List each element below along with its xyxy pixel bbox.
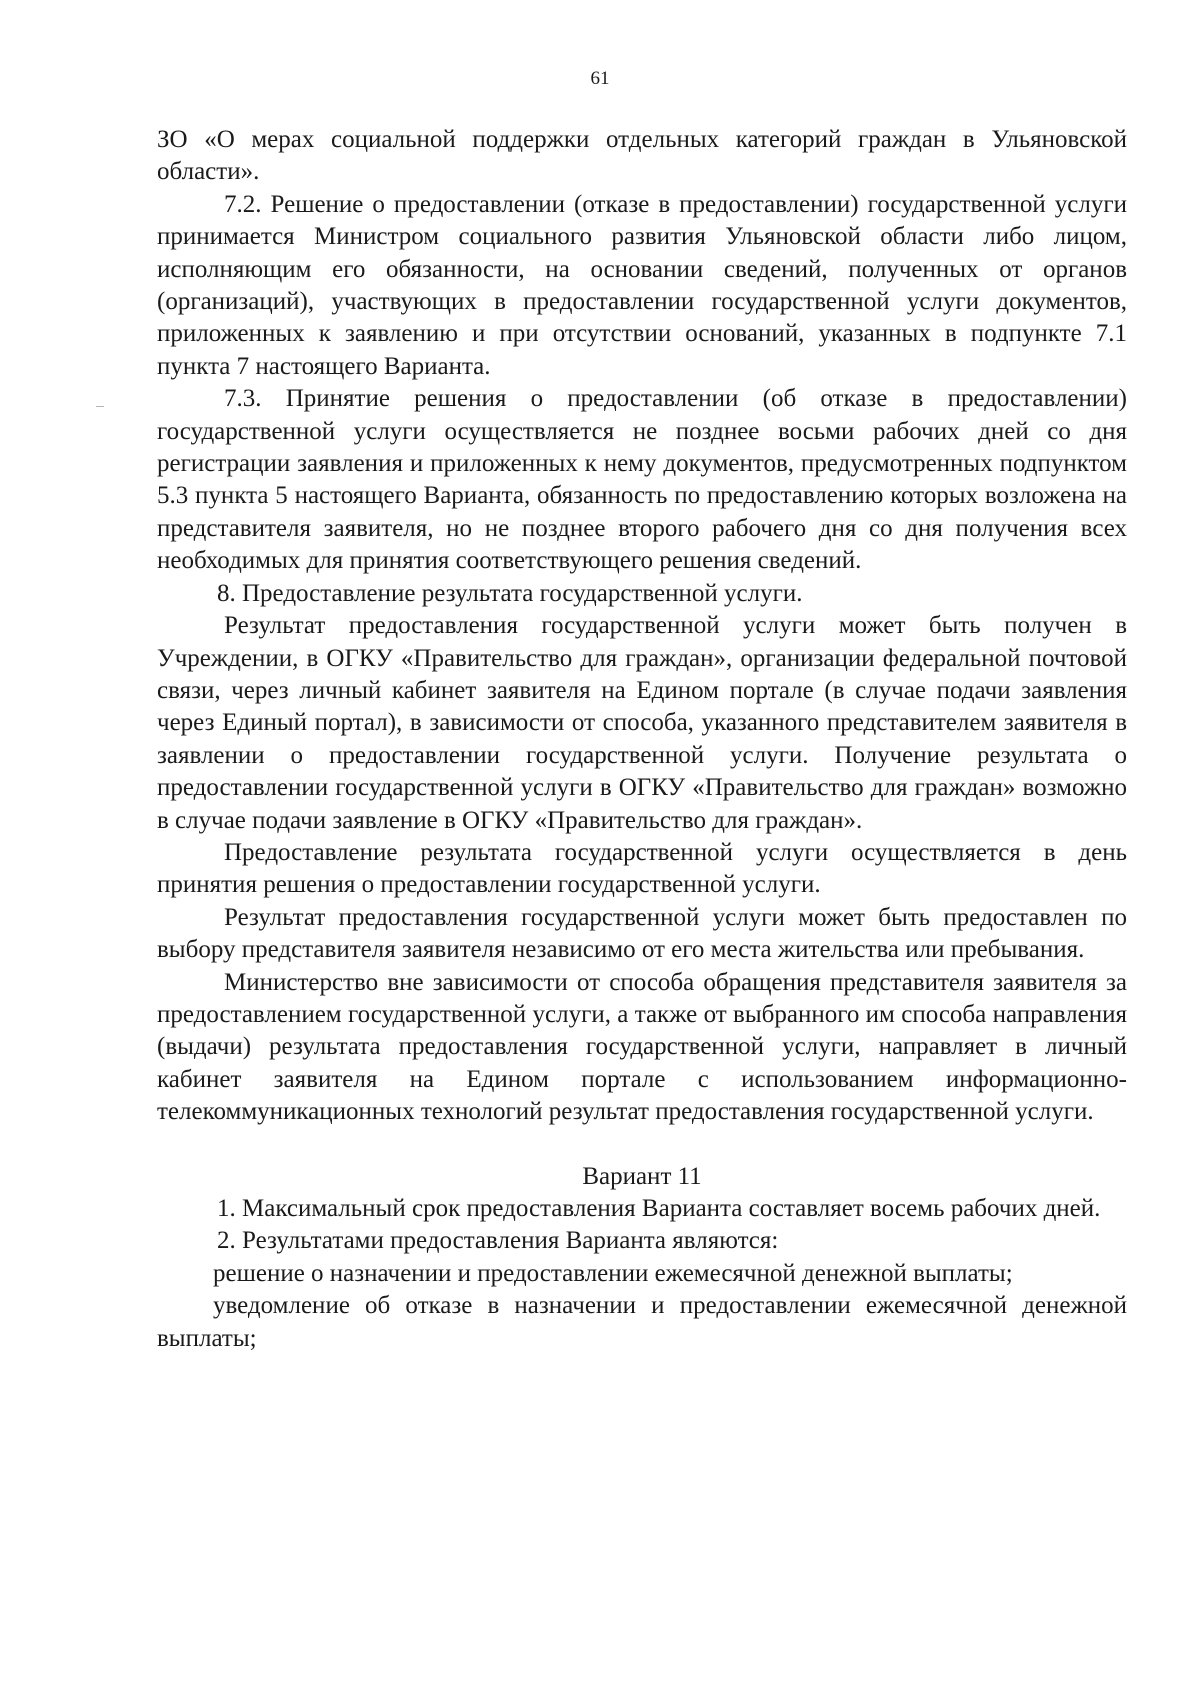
paragraph-ministry-portal: Министерство вне зависимости от способа обращения представителя заявителя за предоставлением государственной услуги, а также от выбранного им способа направления (выдачи) результата предоставления государственной услуги, направляет в личный кабинет заявителя на Едином портале с использованием информационно-телекоммуникационных технологий результат предоставления государственной услуги. <box>157 968 1127 1126</box>
paragraph-7-3: 7.3. Принятие решения о предоставлении (об отказе в предоставлении) государственной услуги осуществляется не позднее восьми рабочих дней со дня регистрации заявления и приложенных к нему документов, предусмотренных подпунктом 5.3 пункта 5 настоящего Варианта, обязанность по предоставлению которых возложена на представителя заявителя, но не позднее второго рабочего дня со дня получения всех необходимых для принятия соответствующего решения сведений. <box>157 385 1127 575</box>
paragraph-result-choice: Результат предоставления государственной услуги может быть предоставлен по выбору представителя заявителя независимо от его места жительства или пребывания. <box>157 903 1127 964</box>
variant-result-decision: решение о назначении и предоставлении ежемесячной денежной выплаты; <box>213 1259 1013 1287</box>
paragraph-law-reference: ЗО «О мерах социальной поддержки отдельных категорий граждан в Ульяновской области». <box>157 126 1127 186</box>
paragraph-result-channels: Результат предоставления государственной услуги может быть получен в Учреждении, в ОГКУ «Правительство для граждан», организации федеральной почтовой связи, через личный кабинет заявителя на Едином портале (в случае подачи заявления через Единый портал), в зависимости от способа, указанного представителем заявителя в заявлении о предоставлении государственной услуги. Получение результата о предоставлении государственной услуги в ОГКУ «Правительство для граждан» возможно в случае подачи заявление в ОГКУ «Правительство для граждан». <box>157 612 1127 834</box>
paragraph-7-2: 7.2. Решение о предоставлении (отказе в предоставлении) государственной услуги принимается Министром социального развития Ульяновской области либо лицом, исполняющим его обязанности, на основании сведений, полученных от органов (организаций), участвующих в предоставлении государственной услуги документов, приложенных к заявлению и при отсутствии оснований, указанных в подпункте 7.1 пункта 7 настоящего Варианта. <box>157 190 1127 380</box>
variant-item-2: 2. Результатами предоставления Варианта являются: <box>217 1227 779 1255</box>
variant-item-1: 1. Максимальный срок предоставления Варианта составляет восемь рабочих дней. <box>217 1195 1101 1222</box>
section-heading-variant-11: Вариант 11 <box>582 1162 702 1190</box>
paragraph-result-timing: Предоставление результата государственной услуги осуществляется в день принятия решения о предоставлении государственной услуги. <box>157 838 1127 899</box>
scan-mark <box>96 406 104 407</box>
paragraph-8-title: 8. Предоставление результата государственной услуги. <box>217 579 803 607</box>
page-number: 61 <box>590 68 610 89</box>
variant-result-refusal: уведомление об отказе в назначении и предоставлении ежемесячной денежной выплаты; <box>157 1292 1127 1352</box>
document-body <box>157 124 1127 1355</box>
